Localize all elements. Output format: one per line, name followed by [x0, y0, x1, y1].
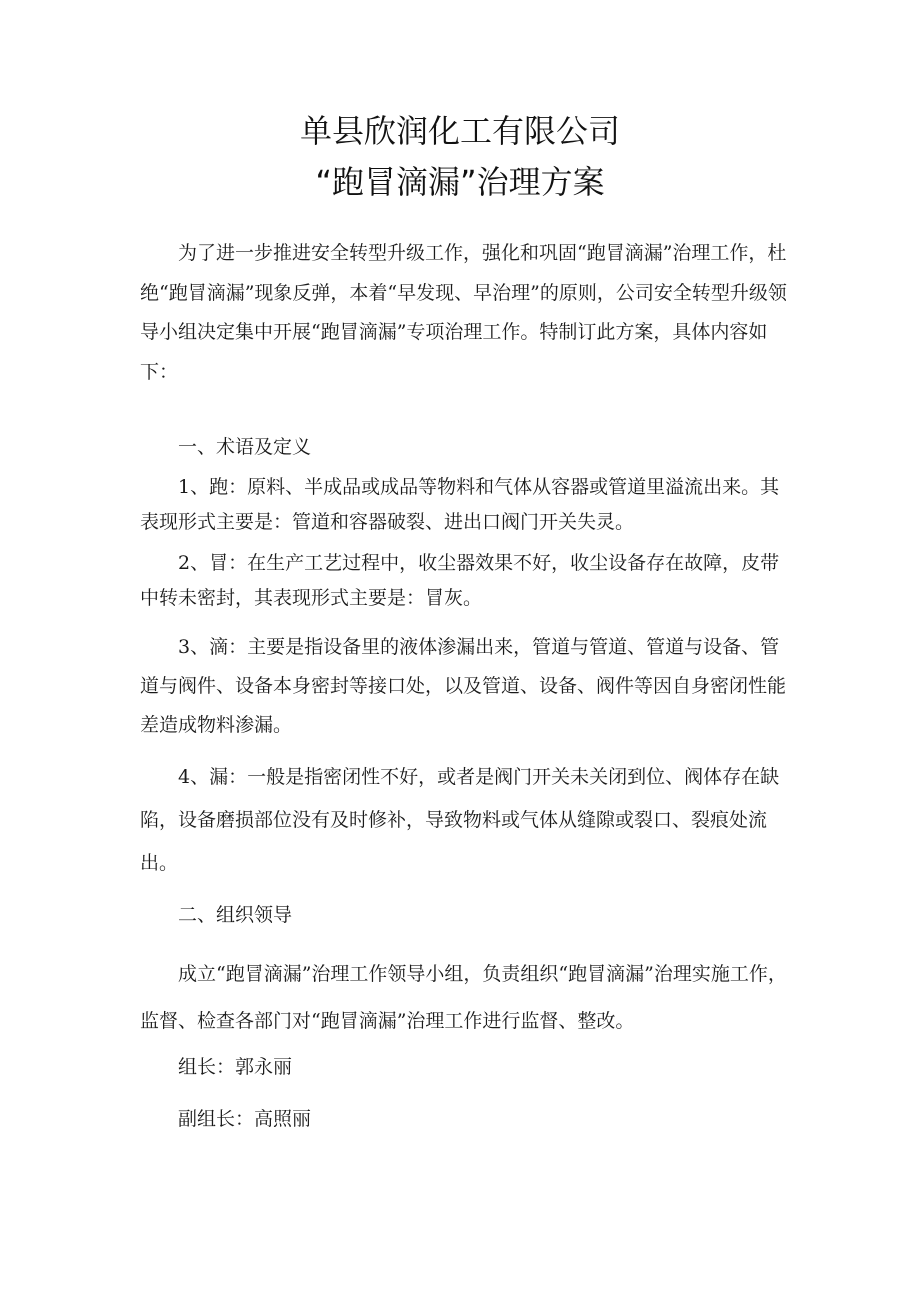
- group-leader: 组长：郭永丽: [178, 1056, 293, 1078]
- document-title-plan: “跑冒滴漏”治理方案: [315, 163, 605, 201]
- section-heading-terms: 一、术语及定义: [178, 436, 312, 458]
- definition-mao: 2、冒：在生产工艺过程中，收尘器效果不好，收尘设备存在故障，皮带中转未密封，其表现形式主要是：冒灰。: [140, 552, 780, 609]
- document-title-company: 单县欣润化工有限公司: [299, 112, 620, 150]
- definition-pao: 1、跑：原料、半成品或成品等物料和气体从容器或管道里溢流出来。其表现形式主要是：管道和容器破裂、进出口阀门开关失灵。: [140, 476, 780, 533]
- organization-paragraph: 成立“跑冒滴漏”治理工作领导小组，负责组织“跑冒滴漏”治理实施工作，监督、检查各部门对“跑冒滴漏”治理工作进行监督、整改。: [140, 963, 787, 1032]
- definition-di: 3、滴：主要是指设备里的液体渗漏出来，管道与管道、管道与设备、管道与阀件、设备本身密封等接口处，以及管道、设备、阀件等因自身密闭性能差造成物料渗漏。: [140, 636, 787, 736]
- intro-paragraph: 为了进一步推进安全转型升级工作，强化和巩固“跑冒滴漏”治理工作，杜绝“跑冒滴漏”现象反弹，本着“早发现、早治理”的原则，公司安全转型升级领导小组决定集中开展“跑冒滴漏”专项治理工作。特制订此方案，具体内容如下：: [140, 242, 787, 383]
- deputy-group-leader: 副组长：高照丽: [178, 1108, 312, 1130]
- section-heading-organization: 二、组织领导: [178, 904, 293, 926]
- definition-lou: 4、漏：一般是指密闭性不好，或者是阀门开关未关闭到位、阀体存在缺陷，设备磨损部位没有及时修补，导致物料或气体从缝隙或裂口、裂痕处流出。: [140, 766, 780, 874]
